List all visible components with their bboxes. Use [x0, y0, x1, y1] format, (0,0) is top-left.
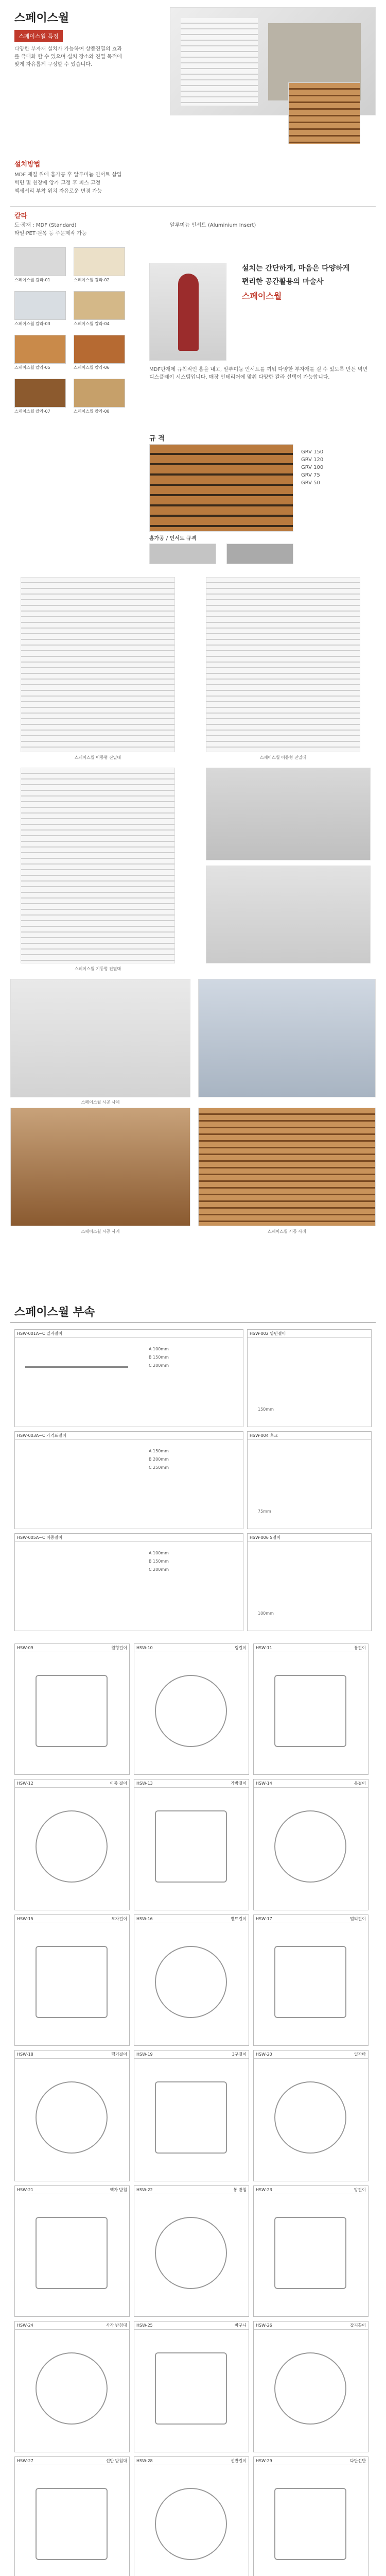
store-case-photo-2	[198, 979, 376, 1097]
part-card-header	[254, 2321, 368, 2330]
column-display-photo	[21, 768, 175, 963]
size-row-2: GRV 120	[301, 457, 324, 463]
part-card-header	[134, 1915, 249, 1923]
part-illustration	[274, 2217, 346, 2289]
part-card-header	[254, 2457, 368, 2465]
part-6-size: 100mm	[258, 1611, 274, 1616]
insert-photo-2	[226, 544, 293, 564]
part-card-3	[14, 1431, 243, 1529]
part-code: HSW-13	[136, 1781, 153, 1786]
part-card	[134, 1643, 249, 1775]
install-heading: 설치방법	[14, 161, 41, 168]
parts-grid	[0, 1643, 386, 2576]
part-name: 원형걸이	[111, 1646, 127, 1650]
part-illustration	[155, 1946, 227, 2018]
part-illustration	[155, 2352, 227, 2425]
part-card-header	[254, 2050, 368, 2059]
part-card	[253, 2321, 369, 2452]
part-card-header	[15, 2321, 129, 2330]
part-card	[14, 1914, 130, 2046]
store-case-photo-4	[198, 1108, 376, 1226]
part-name: 사각 받침대	[106, 2323, 127, 2328]
part-code: HSW-14	[256, 1781, 272, 1786]
page-title: 스페이스월	[14, 12, 69, 25]
color-note: 타일·PET·원목 등 주문제작 가능	[14, 231, 87, 236]
part-card-header	[254, 2186, 368, 2194]
part-6-code: HSW-006	[250, 1535, 269, 1540]
store-case-photo-3	[10, 1108, 190, 1226]
mobile-display-photo-1	[21, 577, 175, 752]
part-card	[253, 2456, 369, 2576]
part-name: 선반걸이	[231, 2459, 247, 2463]
part-illustration	[36, 2081, 108, 2154]
part-6-name: S걸이	[270, 1535, 280, 1540]
part-3-code: HSW-003A~C	[17, 1433, 45, 1438]
part-card	[14, 2185, 130, 2317]
insert-title: 홈가공 / 인서트 규격	[149, 536, 197, 541]
part-name: 3구걸이	[232, 2052, 247, 2057]
part-code: HSW-29	[256, 2459, 272, 2463]
part-code: HSW-23	[256, 2188, 272, 2192]
part-code: HSW-16	[136, 1917, 153, 1921]
part-illustration	[36, 1675, 108, 1747]
header-section	[0, 0, 386, 155]
part-illustration	[36, 1810, 108, 1883]
part-card	[253, 1779, 369, 1910]
part-code: HSW-27	[17, 2459, 33, 2463]
part-code: HSW-25	[136, 2323, 153, 2328]
size-row-1: GRV 150	[301, 449, 324, 455]
swatch-label-6: 스페이스월 칼라-06	[74, 365, 110, 370]
wall-display-photo	[206, 866, 371, 963]
part-name: 봉 받침	[233, 2188, 247, 2192]
part-name: 모자걸이	[111, 1917, 127, 1921]
part-1-size-a: A 100mm	[149, 1347, 169, 1351]
part-code: HSW-15	[17, 1917, 33, 1921]
part-illustration	[155, 2081, 227, 2154]
install-line-2: 벽면 및 천장에 앙카 고정 후 피스 고정	[14, 180, 101, 186]
part-code: HSW-21	[17, 2188, 33, 2192]
part-card-5	[14, 1533, 243, 1631]
swatch-label-3: 스페이스월 칼라-03	[14, 321, 50, 326]
install-line-3: 액세서리 부착 위치 자유로운 변경 가능	[14, 189, 102, 194]
part-name: 바구니	[234, 2323, 247, 2328]
part-illustration	[155, 1675, 227, 1747]
swatch-8	[74, 379, 125, 408]
part-illustration	[36, 2217, 108, 2289]
part-name: 잡지꽂이	[350, 2323, 366, 2328]
part-code: HSW-18	[17, 2052, 33, 2057]
part-code: HSW-28	[136, 2459, 153, 2463]
intro-line-3: 스페이스월	[242, 291, 282, 301]
gallery-caption-1: 스페이스월 이동형 진열대	[74, 755, 121, 760]
part-illustration	[36, 1946, 108, 2018]
part-1-shape	[25, 1366, 128, 1368]
part-code: HSW-09	[17, 1646, 33, 1650]
part-3-sizes	[149, 1447, 169, 1472]
swatch-7	[14, 379, 66, 408]
swatch-3	[14, 291, 66, 320]
part-name: 일자바	[354, 2052, 366, 2057]
part-card	[134, 2050, 249, 2181]
part-code: HSW-17	[256, 1917, 272, 1921]
part-5-code: HSW-005A~C	[17, 1535, 45, 1540]
part-card-header	[15, 2457, 129, 2465]
part-illustration	[274, 1810, 346, 1883]
part-illustration	[274, 2081, 346, 2154]
mobile-display-photo-2	[206, 577, 360, 752]
part-name: 가방걸이	[231, 1781, 247, 1786]
part-card-header	[134, 2321, 249, 2330]
part-1-size-b: B 150mm	[149, 1355, 169, 1360]
slatwall-visual	[181, 18, 258, 106]
mannequin-photo	[149, 263, 226, 361]
part-card	[14, 2456, 130, 2576]
parts-header	[0, 1298, 386, 1329]
part-card	[14, 1643, 130, 1775]
part-card-header	[15, 1780, 129, 1788]
size-row-4: GRV 75	[301, 472, 320, 478]
part-card-header	[15, 1644, 129, 1652]
part-5-name: 이중걸이	[46, 1535, 63, 1540]
size-heading: 규 격	[149, 435, 165, 443]
part-3-size-b: B 200mm	[149, 1457, 169, 1462]
part-3-name: 가격표걸이	[46, 1433, 66, 1438]
size-rows	[301, 448, 373, 487]
parts-heading: 스페이스월 부속	[14, 1306, 95, 1319]
part-name: 멀티걸이	[350, 1917, 366, 1921]
part-name: 벨트걸이	[231, 1917, 247, 1921]
part-1-size-c: C 200mm	[149, 1363, 169, 1368]
part-name: 행거걸이	[111, 2052, 127, 2057]
mannequin-visual	[178, 274, 199, 351]
part-illustration	[155, 2217, 227, 2289]
intro-block	[242, 263, 371, 301]
part-card	[134, 1779, 249, 1910]
part-card	[253, 2050, 369, 2181]
part-card-header	[254, 1915, 368, 1923]
part-illustration	[155, 1810, 227, 1883]
part-card-1	[14, 1329, 243, 1427]
part-card	[253, 2185, 369, 2317]
part-card-6	[247, 1533, 372, 1631]
part-illustration	[155, 2488, 227, 2560]
part-code: HSW-26	[256, 2323, 272, 2328]
part-card	[253, 1914, 369, 2046]
intro-body: MDF판재에 규칙적인 홈을 내고, 알루미늄 인서트를 끼워 다양한 부자재를 걸 수 있도록 만든 벽면 디스플레이 시스템입니다. 매장 인테리어에 맞춰 다양한 칼라 선택이 가능합니다.	[149, 367, 368, 380]
part-illustration	[274, 2352, 346, 2425]
swatch-2	[74, 247, 125, 276]
part-card	[134, 1914, 249, 2046]
color-type-a: 도·장재 : MDF (Standard)	[14, 223, 77, 228]
swatch-label-5: 스페이스월 칼라-05	[14, 365, 50, 370]
part-illustration	[274, 1675, 346, 1747]
gallery-caption-6: 스페이스월 시공 사례	[268, 1229, 306, 1234]
part-card-4	[247, 1431, 372, 1529]
part-illustration	[274, 2488, 346, 2560]
part-2-size: 150mm	[258, 1407, 274, 1412]
swatch-4	[74, 291, 125, 320]
part-3-size-a: A 150mm	[149, 1449, 169, 1453]
part-card	[134, 2456, 249, 2576]
part-5-size-a: A 100mm	[149, 1551, 169, 1555]
part-name: 다단선반	[350, 2459, 366, 2463]
part-card-header	[134, 2186, 249, 2194]
swatch-label-2: 스페이스월 칼라-02	[74, 278, 110, 282]
part-code: HSW-20	[256, 2052, 272, 2057]
part-code: HSW-24	[17, 2323, 33, 2328]
part-illustration	[274, 1946, 346, 2018]
wood-detail-photo	[288, 82, 360, 144]
gallery-caption-4: 스페이스월 시공 사례	[81, 1100, 120, 1105]
swatch-label-1: 스페이스월 칼라-01	[14, 278, 50, 282]
part-card-header	[134, 2050, 249, 2059]
part-name: 이중 걸이	[110, 1781, 127, 1786]
part-5-size-c: C 200mm	[149, 1567, 169, 1572]
intro-line-2: 편리한 공간활용의 마술사	[242, 278, 324, 286]
gallery-caption-5: 스페이스월 시공 사례	[81, 1229, 120, 1234]
install-section	[0, 155, 386, 206]
part-2-name: 양면걸이	[270, 1331, 286, 1336]
part-code: HSW-11	[256, 1646, 272, 1650]
part-1-name: 일자걸이	[46, 1331, 63, 1336]
size-row-3: GRV 100	[301, 465, 324, 470]
part-card	[134, 2185, 249, 2317]
part-illustration	[36, 2352, 108, 2425]
part-name: 옷걸이	[354, 1781, 366, 1786]
part-card-header	[134, 2457, 249, 2465]
part-2-code: HSW-002	[250, 1331, 269, 1336]
part-card	[14, 2321, 130, 2452]
part-card-header	[15, 2050, 129, 2059]
color-section	[0, 206, 386, 433]
part-code: HSW-22	[136, 2188, 153, 2192]
swatch-6	[74, 335, 125, 364]
insert-photo-1	[149, 544, 216, 564]
swatch-label-4: 스페이스월 칼라-04	[74, 321, 110, 326]
swatch-label-7: 스페이스월 칼라-07	[14, 409, 50, 414]
part-5-size-b: B 150mm	[149, 1559, 169, 1564]
part-illustration	[36, 2488, 108, 2560]
color-heading: 칼라	[14, 212, 28, 220]
part-card	[253, 1643, 369, 1775]
part-card-header	[15, 2186, 129, 2194]
gallery-section	[0, 572, 386, 1257]
part-1-sizes	[149, 1345, 169, 1370]
part-card	[14, 2050, 130, 2181]
part-5-sizes	[149, 1549, 169, 1574]
size-spec-photo	[149, 444, 293, 532]
store-case-photo-1	[10, 979, 190, 1097]
gallery-caption-3: 스페이스월 기둥형 진열대	[74, 967, 121, 971]
intro-line-1: 설치는 간단하게, 마음은 다양하게	[242, 264, 350, 273]
part-4-name: 후크	[270, 1433, 278, 1438]
part-4-size: 75mm	[258, 1509, 271, 1514]
part-4-code: HSW-004	[250, 1433, 269, 1438]
part-code: HSW-12	[17, 1781, 33, 1786]
part-card-header	[254, 1780, 368, 1788]
color-type-b: 알루미늄 인서트 (Aluminium Insert)	[170, 223, 256, 228]
swatch-5	[14, 335, 66, 364]
part-name: 선반 받침대	[106, 2459, 127, 2463]
gun-display-photo	[206, 768, 371, 860]
part-1-code: HSW-001A~C	[17, 1331, 45, 1336]
header-description: 다양한 부자재 설치가 가능하여 상품진열의 효과를 극대화 할 수 있으며 설치 장소와 진열 목적에 맞게 자유롭게 구성할 수 있습니다.	[14, 46, 122, 67]
part-name: 액자 받침	[110, 2188, 127, 2192]
install-line-1: MDF 재질 위에 홈가공 후 알루미늄 인서트 삽입	[14, 172, 122, 178]
part-name: 봉걸이	[354, 1646, 366, 1650]
part-name: 링걸이	[234, 1646, 247, 1650]
swatch-grid	[14, 247, 133, 428]
part-code: HSW-19	[136, 2052, 153, 2057]
swatch-1	[14, 247, 66, 276]
part-card-header	[134, 1644, 249, 1652]
size-section	[0, 433, 386, 567]
size-row-5: GRV 50	[301, 480, 320, 486]
gallery-caption-2: 스페이스월 이동형 진열대	[259, 755, 307, 760]
parts-top	[0, 1329, 386, 1638]
feature-badge: 스페이스월 특징	[14, 30, 63, 42]
part-name: 망걸이	[354, 2188, 366, 2192]
part-card	[14, 1779, 130, 1910]
part-card-header	[15, 1915, 129, 1923]
part-card-2	[247, 1329, 372, 1427]
part-card-header	[254, 1644, 368, 1652]
part-code: HSW-10	[136, 1646, 153, 1650]
swatch-label-8: 스페이스월 칼라-08	[74, 409, 110, 414]
part-3-size-c: C 250mm	[149, 1465, 169, 1470]
part-card-header	[134, 1780, 249, 1788]
part-card	[134, 2321, 249, 2452]
